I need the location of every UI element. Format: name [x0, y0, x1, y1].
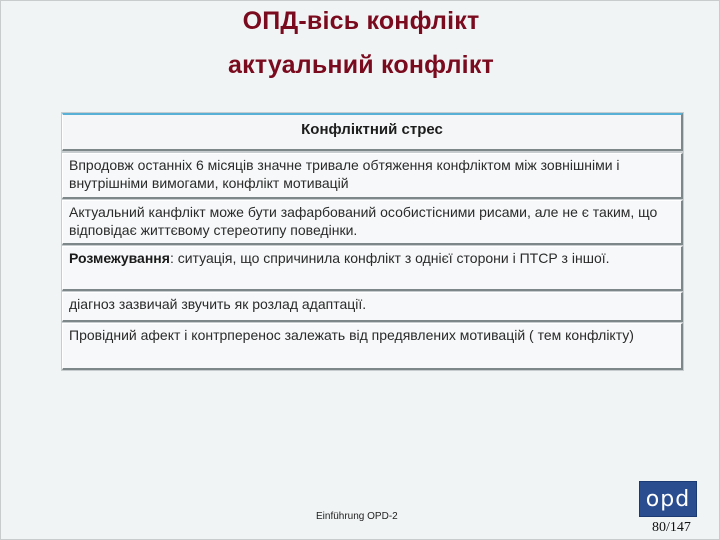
slide-subtitle: актуальний конфлікт — [228, 51, 494, 79]
page-number: 80/147 — [652, 520, 691, 535]
row-text: Провідний афект і контрперенос залежать від предявлених мотивацій ( тем конфлікту) — [69, 327, 634, 343]
table-header: Конфліктний стрес — [62, 113, 683, 151]
table-row — [62, 323, 683, 370]
table-row — [62, 292, 683, 322]
row-text: Актуальний канфлікт може бути зафарбований особистісними рисами, але не є таким, що відповідає життєвому стереотипу поведінки. — [69, 204, 658, 238]
table-row — [62, 153, 683, 199]
slide-title: ОПД-вісь конфлікт — [242, 7, 480, 35]
footer-text: Einführung OPD-2 — [316, 511, 398, 522]
row-text: Впродовж останніх 6 місяців значне тривале обтяження конфліктом між зовнішніми і внутрішніми вимогами, конфлікт мотивацій — [69, 157, 620, 191]
table-row — [62, 200, 683, 245]
table-row — [62, 246, 683, 291]
row-term: Розмежування — [69, 250, 170, 266]
row-text: : ситуація, що спричинила конфлікт з однієї сторони і ПТСР з іншої. — [169, 250, 610, 266]
logo-text: opd — [645, 486, 691, 512]
opd-logo — [639, 481, 697, 517]
row-text: діагноз зазвичай звучить як розлад адаптації. — [69, 296, 367, 312]
